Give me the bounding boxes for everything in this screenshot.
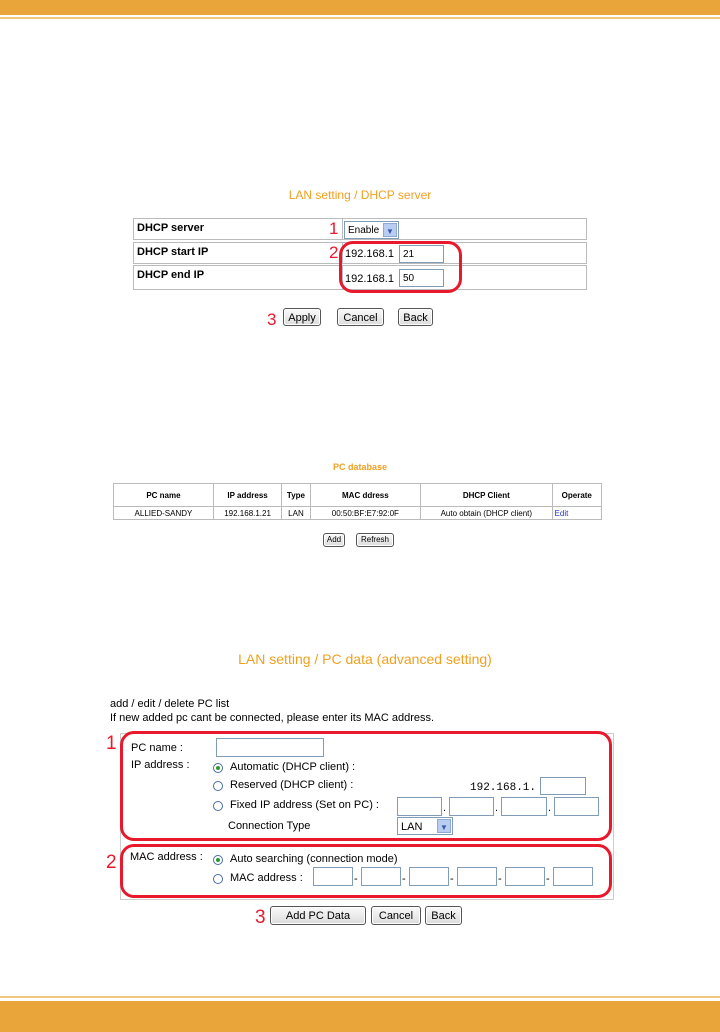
intro-line-1: add / edit / delete PC list [110,698,230,710]
add-button[interactable]: Add [323,533,345,547]
dhcp-server-select[interactable] [344,221,399,239]
radio-automatic[interactable] [213,763,223,773]
mac-octet-2[interactable] [361,867,401,886]
pc-database-title: PC database [332,462,388,472]
col-operate: Operate [552,484,601,507]
radio-auto-searching[interactable] [213,855,223,865]
pc-data-title: LAN setting / PC data (advanced setting) [238,651,492,667]
table-header-row [114,484,602,507]
top-banner-line [0,17,720,19]
mac-dash: - [498,873,502,885]
mac-dash: - [354,873,358,885]
fixed-ip-octet-2[interactable] [449,797,494,816]
cell-type: LAN [282,507,310,520]
radio-reserved[interactable] [213,781,223,791]
top-banner [0,0,720,15]
bottom-banner-line [0,996,720,998]
apply-button[interactable]: Apply [283,308,321,326]
highlight-box-2 [339,241,462,293]
dhcp-end-ip-label: DHCP end IP [137,269,205,281]
cell-pc-name: ALLIED-SANDY [114,507,214,520]
octet-dot: . [495,802,499,814]
chevron-down-icon: ▼ [437,819,451,833]
row-divider [342,219,343,239]
marker-1: 1 [329,219,339,238]
dhcp-start-ip-input[interactable]: 21 [399,245,444,263]
connection-type-label: Connection Type [228,820,311,832]
ip-address-label: IP address : [131,759,190,771]
radio-fixed-ip[interactable] [213,801,223,811]
fixed-ip-label: Fixed IP address (Set on PC) : [230,799,379,811]
mac-octet-5[interactable] [505,867,545,886]
mac-address-label: MAC address : [130,851,203,863]
octet-dot: . [443,802,447,814]
reserved-ip-input[interactable] [540,777,586,795]
reserved-prefix: 192.168.1. [470,782,537,794]
col-type: Type [282,484,310,507]
cell-ip: 192.168.1.21 [213,507,281,520]
marker-2: 2 [329,243,339,262]
col-ip-address: IP address [213,484,281,507]
dhcp-start-prefix: 192.168.1 [345,248,394,260]
cell-operate [552,507,601,520]
col-mac: MAC ddress [310,484,420,507]
mac-octet-6[interactable] [553,867,593,886]
table-row [114,507,602,520]
marker-3: 3 [255,907,266,928]
automatic-label: Automatic (DHCP client) : [230,761,356,773]
dhcp-section-title: LAN setting / DHCP server [288,188,432,202]
connection-type-select[interactable] [397,817,453,835]
mac-dash: - [402,873,406,885]
reserved-label: Reserved (DHCP client) : [230,779,354,791]
pc-database-table [113,483,602,520]
radio-mac-address[interactable] [213,874,223,884]
edit-link[interactable]: Edit [554,508,569,518]
pc-name-input[interactable] [216,738,324,757]
dhcp-end-ip-input[interactable]: 50 [399,269,444,287]
dhcp-end-prefix: 192.168.1 [345,273,394,285]
cancel-button[interactable]: Cancel [337,308,384,326]
col-pc-name: PC name [114,484,214,507]
mac-dash: - [450,873,454,885]
cancel-button[interactable]: Cancel [371,906,421,925]
marker-1: 1 [106,733,117,754]
add-pc-data-button[interactable]: Add PC Data [270,906,366,925]
octet-dot: . [548,802,552,814]
fixed-ip-octet-3[interactable] [501,797,547,816]
mac-octet-4[interactable] [457,867,497,886]
refresh-button[interactable]: Refresh [356,533,394,547]
mac-dash: - [546,873,550,885]
auto-searching-label: Auto searching (connection mode) [230,853,398,865]
mac-address-option-label: MAC address : [230,872,303,884]
back-button[interactable]: Back [398,308,433,326]
connection-type-value: LAN [401,821,423,833]
mac-octet-1[interactable] [313,867,353,886]
marker-3: 3 [267,310,277,329]
dhcp-start-ip-label: DHCP start IP [137,246,209,258]
cell-mac: 00:50:BF:E7:92:0F [310,507,420,520]
marker-2: 2 [106,852,117,873]
chevron-down-icon: ▼ [383,223,397,237]
pc-name-label: PC name : [131,742,183,754]
col-dhcp-client: DHCP Client [421,484,552,507]
mac-octet-3[interactable] [409,867,449,886]
back-button[interactable]: Back [425,906,462,925]
bottom-banner [0,1001,720,1032]
fixed-ip-octet-4[interactable] [554,797,599,816]
highlight-box-1 [120,731,612,841]
cell-client: Auto obtain (DHCP client) [421,507,552,520]
dhcp-server-select-value: Enable [348,225,380,236]
dhcp-server-label: DHCP server [137,222,205,234]
intro-line-2: If new added pc cant be connected, please enter its MAC address. [110,712,435,724]
fixed-ip-octet-1[interactable] [397,797,442,816]
